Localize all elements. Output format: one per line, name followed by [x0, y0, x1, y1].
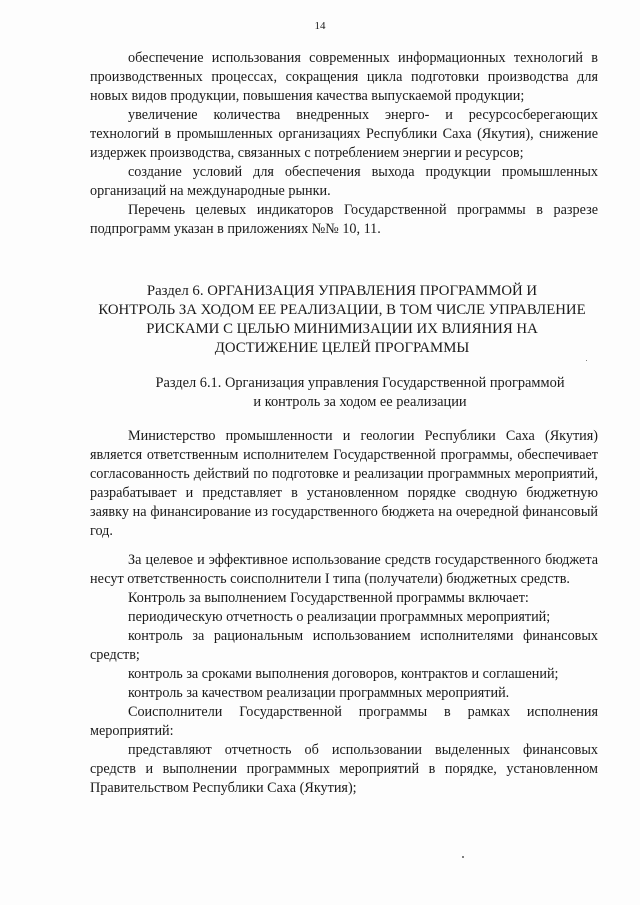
paragraph: контроль за рациональным использованием исполнителями финансовых средств; — [90, 628, 598, 663]
paragraph: Соисполнители Государственной программы в рамках исполнения мероприятий: — [90, 704, 598, 739]
subsection-heading — [110, 374, 610, 412]
scan-speck — [462, 856, 464, 858]
paragraph: Министерство промышленности и геологии Республики Саха (Якутия) является ответственным исполнителем Государственной программы, обеспечивает согласованность действий по подготовке и реализации программных мероприятий, разрабатывает и представляет в установленном порядке сводную бюджетную заявку на финансирование из государственного бюджета на очередной финансовый год. — [90, 428, 598, 539]
section-heading — [82, 282, 602, 358]
heading-line: Раздел 6. ОРГАНИЗАЦИЯ УПРАВЛЕНИЯ ПРОГРАММОЙ И — [146, 283, 538, 299]
paragraph: увеличение количества внедренных энерго- и ресурсосберегающих технологий в промышленных организациях Республики Саха (Якутия), снижение издержек производства, связанных с потреблением энергии и ресурсов; — [90, 107, 598, 161]
paragraph: Контроль за выполнением Государственной программы включает: — [128, 590, 529, 606]
scan-speck — [586, 360, 587, 361]
paragraph: контроль за качеством реализации программных мероприятий. — [128, 685, 510, 701]
paragraph: создание условий для обеспечения выхода продукции промышленных организаций на международные рынки. — [90, 164, 598, 199]
subheading-line: и контроль за ходом ее реализации — [253, 394, 467, 410]
paragraph: обеспечение использования современных информационных технологий в производственных процессах, сокращения цикла подготовки производства для новых видов продукции, повышения качества выпускаемой продукции; — [90, 50, 598, 104]
main-text-block — [90, 427, 598, 798]
paragraph: периодическую отчетность о реализации программных мероприятий; — [128, 609, 551, 625]
subheading-line: Раздел 6.1. Организация управления Государственной программой — [155, 375, 565, 391]
heading-line: КОНТРОЛЬ ЗА ХОДОМ ЕЕ РЕАЛИЗАЦИИ, В ТОМ ЧИСЛЕ УПРАВЛЕНИЕ — [98, 302, 586, 318]
paragraph: представляют отчетность об использовании выделенных финансовых средств и выполнении программных мероприятий в порядке, установленном Правительством Республики Саха (Якутия); — [90, 742, 598, 796]
paragraph: Перечень целевых индикаторов Государственной программы в разрезе подпрограмм указан в приложениях №№ 10, 11. — [90, 202, 598, 237]
paragraph: За целевое и эффективное использование средств государственного бюджета несут ответственность соисполнители I типа (получатели) бюджетных средств. — [90, 552, 598, 587]
heading-line: ДОСТИЖЕНИЕ ЦЕЛЕЙ ПРОГРАММЫ — [214, 340, 470, 356]
top-text-block — [90, 49, 598, 239]
paragraph: контроль за сроками выполнения договоров, контрактов и соглашений; — [128, 666, 559, 682]
page-number: 14 — [314, 20, 326, 32]
heading-line: РИСКАМИ С ЦЕЛЬЮ МИНИМИЗАЦИИ ИХ ВЛИЯНИЯ НА — [146, 321, 538, 337]
